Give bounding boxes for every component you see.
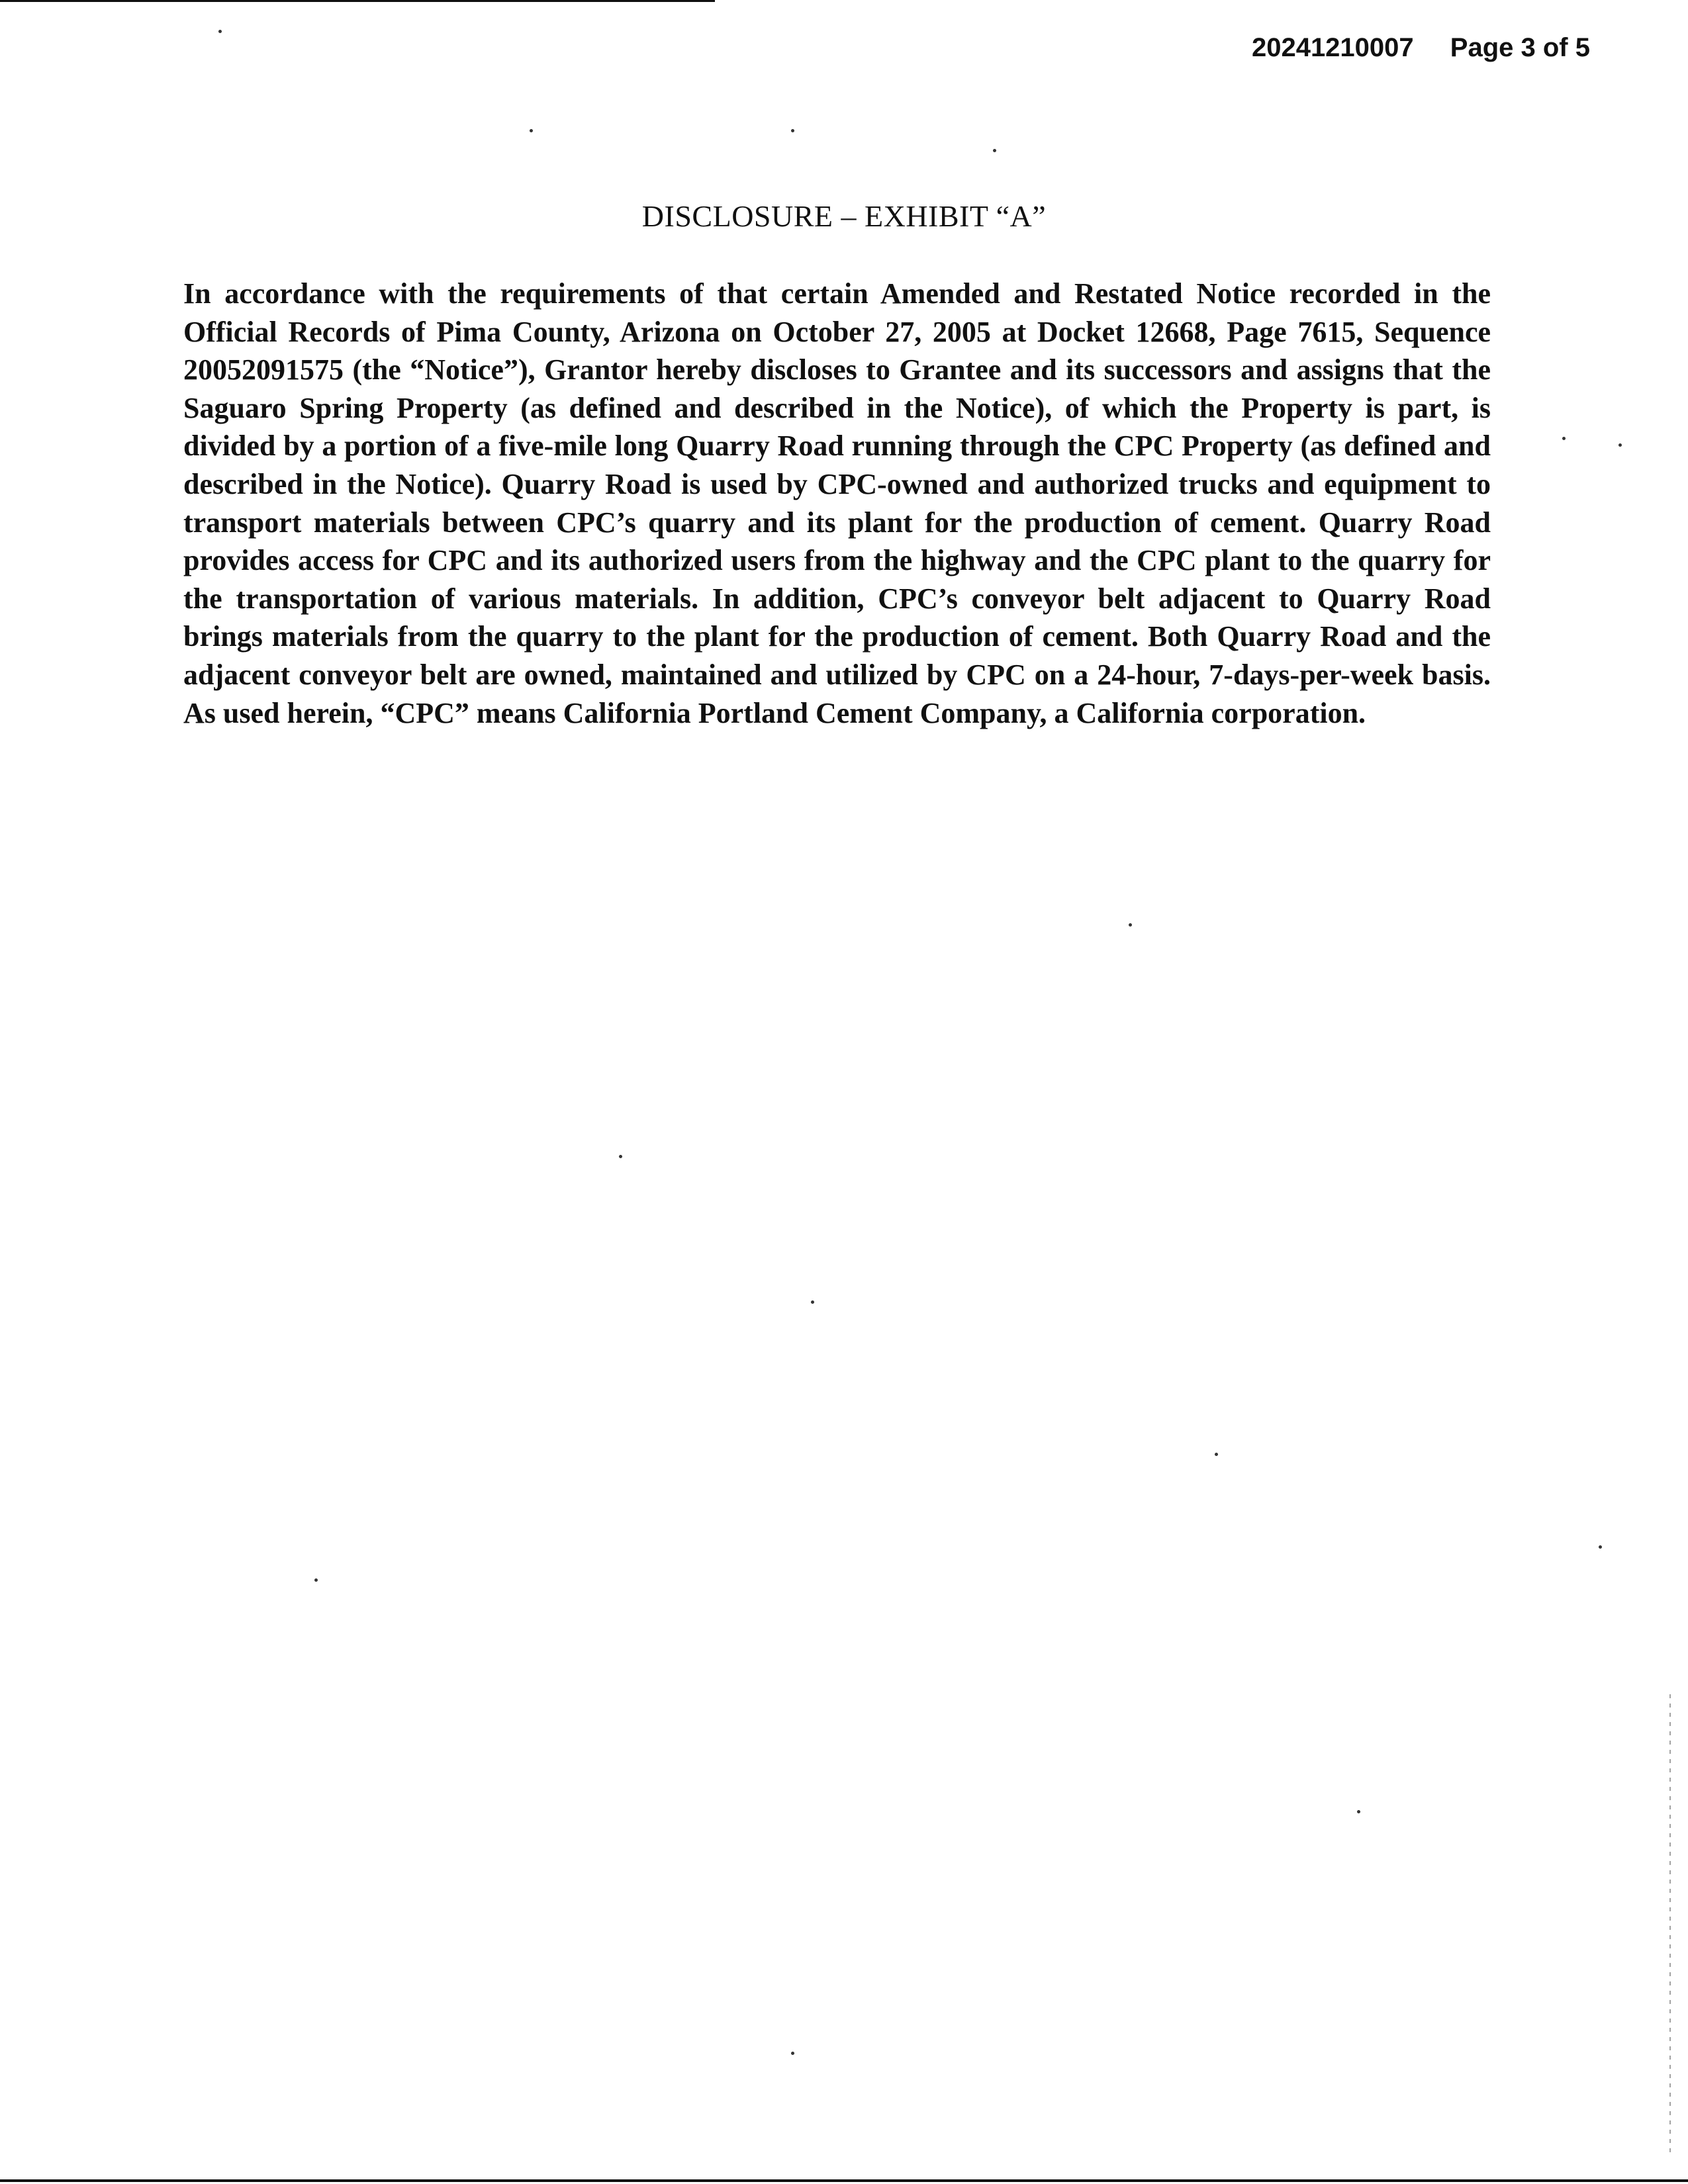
scan-speck — [1599, 1545, 1602, 1549]
scan-speck — [791, 2052, 794, 2055]
scan-speck — [993, 149, 996, 152]
scan-speck — [1215, 1453, 1218, 1456]
scan-speck — [1357, 1810, 1360, 1813]
recording-header — [1252, 33, 1590, 63]
exhibit-title: DISCLOSURE – EXHIBIT “A” — [641, 199, 1047, 233]
scan-speck — [314, 1578, 318, 1582]
scan-speck — [619, 1155, 622, 1158]
scan-speck — [218, 30, 222, 33]
right-scan-border — [1669, 1694, 1671, 2158]
scan-speck — [1129, 923, 1132, 927]
scan-speck — [811, 1300, 814, 1304]
disclosure-paragraph: In accordance with the requirements of that certain Amended and Restated Notice recorded in the Official Records of Pima County, Arizona on October 27, 2005 at Docket 12668, Page 7615, Sequence 20052091575 (the “Notice”), Grantor hereby discloses to Grantee and its successors and assigns that the Saguaro Spring Property (as defined and described in the Notice), of which the Property is part, is divided by a portion of a five-mile long Quarry Road running through the CPC Property (as defined and described in the Notice). Quarry Road is used by CPC-owned and authorized trucks and equipment to transport materials between CPC’s quarry and its plant for the production of cement. Quarry Road provides access for CPC and its authorized users from the highway and the CPC plant to the quarry for the transportation of various materials. In addition, CPC’s conveyor belt adjacent to Quarry Road brings materials from the quarry to the plant for the production of cement. Both Quarry Road and the adjacent conveyor belt are owned, maintained and utilized by CPC on a 24-hour, 7-days-per-week basis. As used herein, “CPC” means California Portland Cement Company, a California corporation. — [183, 277, 1491, 729]
scan-speck — [791, 129, 794, 132]
document-number: 20241210007 — [1251, 33, 1414, 62]
scan-speck — [1562, 437, 1566, 440]
scan-speck — [1618, 443, 1622, 447]
bottom-scan-border — [0, 2179, 1688, 2182]
page-number-label: Page 3 of 5 — [1450, 33, 1590, 62]
scan-speck — [530, 129, 533, 132]
top-scan-border — [0, 0, 715, 2]
